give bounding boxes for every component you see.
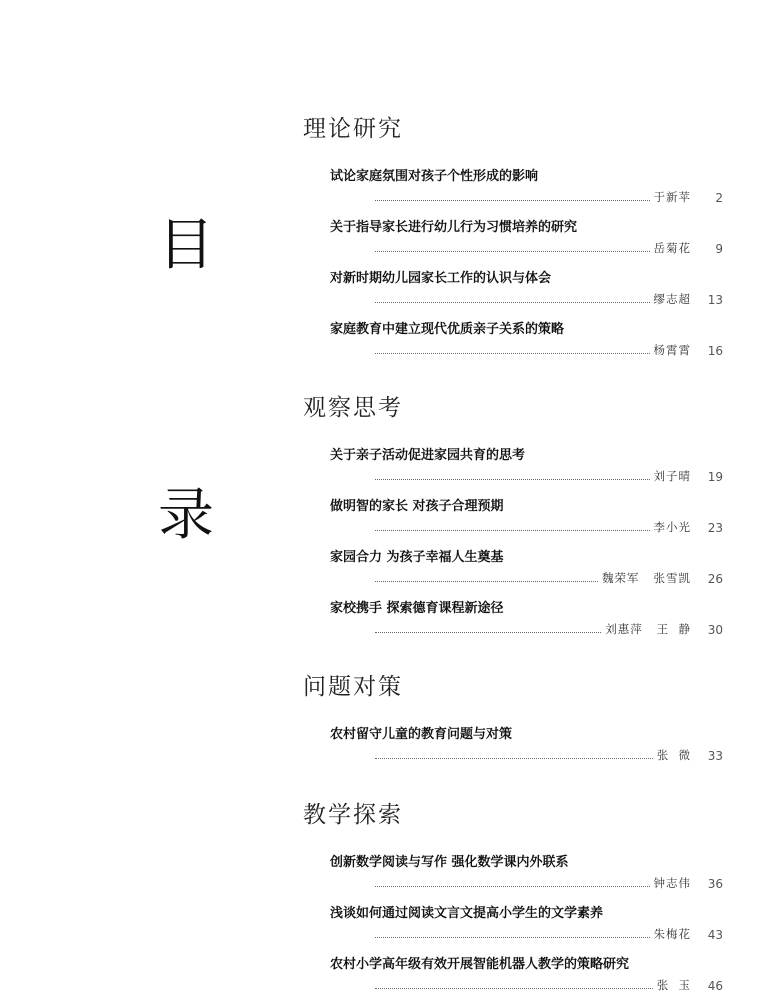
toc-entry[interactable]	[303, 550, 723, 601]
section-title: 问题对策	[303, 674, 403, 700]
toc-section	[303, 676, 723, 778]
dot-leader	[375, 987, 653, 989]
entry-line	[375, 189, 723, 205]
toc-entry[interactable]	[303, 906, 723, 957]
entry-title: 试论家庭氛围对孩子个性形成的影响	[330, 169, 539, 184]
entry-author: 杨霄霄	[653, 343, 691, 357]
entry-line	[375, 468, 723, 484]
dot-leader	[375, 885, 650, 887]
entry-line	[375, 977, 723, 993]
entry-page-number: 33	[707, 749, 723, 763]
entry-page-number: 23	[707, 521, 723, 535]
entry-line	[375, 875, 723, 891]
toc-entry[interactable]	[303, 169, 723, 220]
entry-line	[375, 570, 723, 586]
toc-entry[interactable]	[303, 322, 723, 373]
toc-entry[interactable]	[303, 271, 723, 322]
toc-entry[interactable]	[303, 727, 723, 778]
entry-line	[375, 291, 723, 307]
entry-page-number: 26	[707, 572, 723, 586]
entry-page-number: 19	[707, 470, 723, 484]
entry-line	[375, 621, 723, 637]
entry-line	[375, 342, 723, 358]
entry-title: 家校携手 探索德育课程新途径	[330, 601, 504, 616]
entry-title: 农村小学高年级有效开展智能机器人教学的策略研究	[330, 957, 630, 972]
dot-leader	[375, 529, 650, 531]
entry-author: 张 玉	[656, 978, 691, 992]
dot-leader	[375, 631, 601, 633]
toc-entry[interactable]	[303, 855, 723, 906]
entry-page-number: 30	[707, 623, 723, 637]
toc-entry[interactable]	[303, 448, 723, 499]
entry-page-number: 16	[707, 344, 723, 358]
dot-leader	[375, 580, 598, 582]
entry-title: 对新时期幼儿园家长工作的认识与体会	[330, 271, 552, 286]
entry-page-number: 43	[707, 928, 723, 942]
entry-title: 创新数学阅读与写作 强化数学课内外联系	[330, 855, 569, 870]
toc-entry[interactable]	[303, 220, 723, 271]
dot-leader	[375, 199, 650, 201]
section-title: 理论研究	[303, 116, 403, 142]
dot-leader	[375, 301, 650, 303]
section-title: 观察思考	[303, 395, 403, 421]
entry-line	[375, 747, 723, 763]
entry-author: 岳菊花	[653, 241, 691, 255]
entry-author: 张 微	[656, 748, 691, 762]
toc-heading-char-1: 目	[158, 213, 214, 278]
entry-title: 关于指导家长进行幼儿行为习惯培养的研究	[330, 220, 578, 235]
toc-heading-char-2: 录	[158, 483, 214, 548]
toc-entry[interactable]	[303, 601, 723, 652]
toc-entry[interactable]	[303, 499, 723, 550]
dot-leader	[375, 250, 650, 252]
entry-title: 家园合力 为孩子幸福人生奠基	[330, 550, 504, 565]
entry-author: 朱梅花	[653, 927, 691, 941]
entry-title: 做明智的家长 对孩子合理预期	[330, 499, 504, 514]
dot-leader	[375, 352, 650, 354]
toc-section	[303, 397, 723, 652]
dot-leader	[375, 757, 653, 759]
dot-leader	[375, 478, 650, 480]
entry-author: 魏荣军 张雪凯	[602, 571, 691, 585]
entry-page-number: 46	[707, 979, 723, 993]
entry-author: 缪志超	[653, 292, 691, 306]
entry-page-number: 36	[707, 877, 723, 891]
entry-line	[375, 519, 723, 535]
entry-author: 于新苹	[653, 190, 691, 204]
entry-author: 钟志伟	[653, 876, 691, 890]
toc-entry[interactable]	[303, 957, 723, 1008]
entry-title: 农村留守儿童的教育问题与对策	[330, 727, 513, 742]
entry-title: 家庭教育中建立现代优质亲子关系的策略	[330, 322, 565, 337]
entry-line	[375, 926, 723, 942]
entry-page-number: 2	[715, 191, 723, 205]
entry-line	[375, 240, 723, 256]
entry-author: 李小光	[653, 520, 691, 534]
entry-page-number: 9	[715, 242, 723, 256]
entry-title: 浅谈如何通过阅读文言文提高小学生的文学素养	[330, 906, 604, 921]
entry-title: 关于亲子活动促进家园共育的思考	[330, 448, 526, 463]
toc-section	[303, 804, 723, 1008]
toc-section	[303, 118, 723, 373]
section-title: 教学探索	[303, 802, 403, 828]
entry-page-number: 13	[707, 293, 723, 307]
entry-author: 刘惠萍 王 静	[605, 622, 691, 636]
entry-author: 刘子晴	[653, 469, 691, 483]
dot-leader	[375, 936, 650, 938]
